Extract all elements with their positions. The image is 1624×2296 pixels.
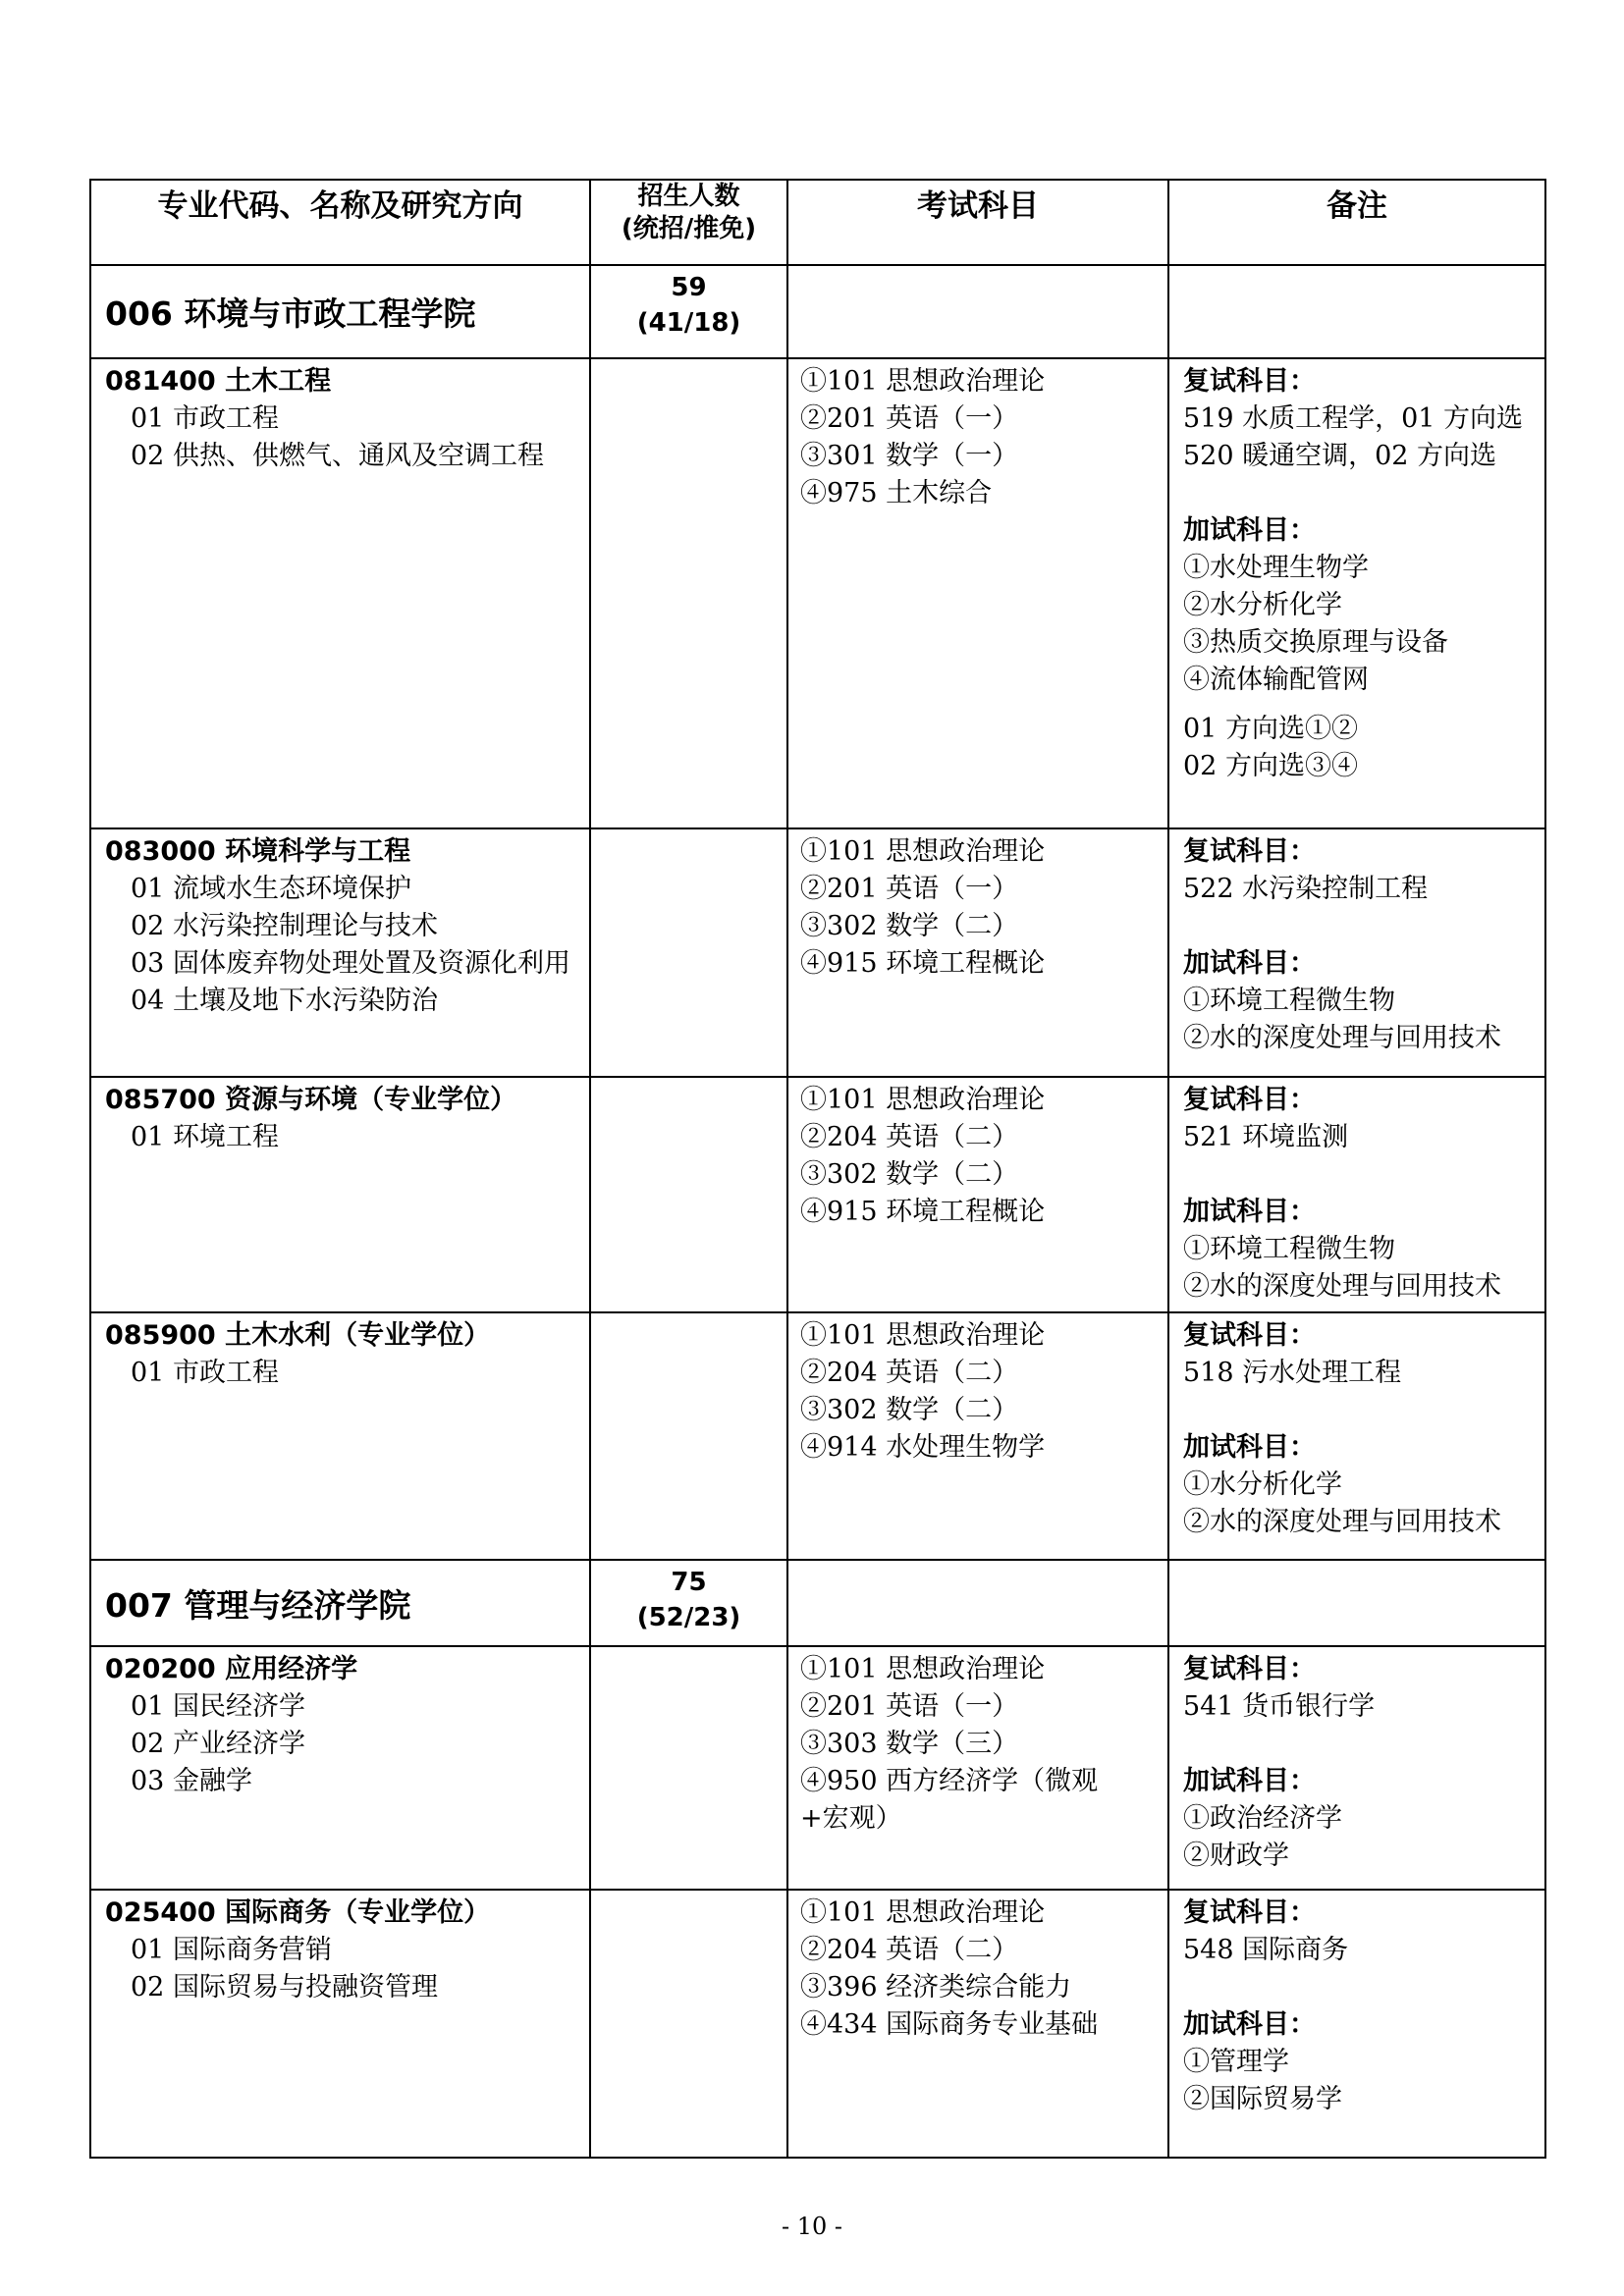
direction-item: 02 水污染控制理论与技术 (131, 911, 438, 941)
direction-item: 03 固体废弃物处理处置及资源化利用 (131, 948, 570, 979)
exam-item: ①101 思想政治理论 (800, 1320, 1046, 1351)
retest-label: 复试科目： (1183, 1320, 1316, 1351)
college-quota (590, 265, 787, 358)
major-title: 085700 资源与环境（专业学位） (105, 1085, 517, 1115)
spacer (1183, 908, 1544, 945)
direction-item: 03 金融学 (131, 1766, 252, 1796)
exam-cell (787, 1312, 1168, 1560)
exam-item: ②201 英语（一） (800, 874, 1019, 904)
exam-item: ②201 英语（一） (800, 1691, 1019, 1722)
extra-note: 02 方向选③④ (1183, 751, 1358, 781)
exam-item: ②204 英语（二） (800, 1122, 1019, 1152)
exam-item: ③301 数学（一） (800, 441, 1019, 471)
extra-label: 加试科目： (1183, 515, 1316, 546)
exam-item: ④914 水处理生物学 (800, 1432, 1046, 1463)
major-quota-empty (590, 1646, 787, 1890)
retest-item: 519 水质工程学，01 方向选 (1183, 403, 1524, 434)
header-exam: 考试科目 (787, 180, 1168, 265)
extra-label: 加试科目： (1183, 948, 1316, 979)
extra-item: ②财政学 (1183, 1841, 1289, 1871)
quota-split: (52/23) (636, 1603, 741, 1632)
header-notes: 备注 (1168, 180, 1545, 265)
major-row (90, 1646, 1545, 1890)
header-quota-line1: 招生人数 (637, 182, 740, 211)
direction-item: 01 环境工程 (131, 1122, 279, 1152)
retest-label: 复试科目： (1183, 1654, 1316, 1684)
extra-item: ①管理学 (1183, 2047, 1289, 2077)
exam-item: ④950 西方经济学（微观+宏观） (800, 1766, 1099, 1834)
extra-item: ①政治经济学 (1183, 1803, 1342, 1834)
extra-label: 加试科目： (1183, 2009, 1316, 2040)
major-row (90, 828, 1545, 1077)
direction-item: 02 国际贸易与投融资管理 (131, 1972, 438, 2002)
extra-item: ②水的深度处理与回用技术 (1183, 1507, 1501, 1537)
notes-cell (1168, 1312, 1545, 1560)
extra-label: 加试科目： (1183, 1766, 1316, 1796)
direction-item: 01 国民经济学 (131, 1691, 305, 1722)
notes-cell (1168, 358, 1545, 828)
admissions-table (89, 179, 1546, 2159)
exam-cell (787, 358, 1168, 828)
retest-label: 复试科目： (1183, 1085, 1316, 1115)
extra-item: ①水处理生物学 (1183, 553, 1369, 583)
major-quota-empty (590, 1077, 787, 1312)
major-row (90, 358, 1545, 828)
spacer (1183, 1726, 1544, 1763)
page-number: - 10 - (781, 2213, 842, 2240)
exam-item: ②204 英语（二） (800, 1358, 1019, 1388)
exam-item: ④915 环境工程概论 (800, 1197, 1046, 1227)
exam-item: ①101 思想政治理论 (800, 1654, 1046, 1684)
exam-item: ③302 数学（二） (800, 1159, 1019, 1190)
retest-item: 541 货币银行学 (1183, 1691, 1376, 1722)
college-quota (590, 1560, 787, 1646)
extra-item: ②水分析化学 (1183, 590, 1342, 620)
major-title: 085900 土木水利（专业学位） (105, 1320, 491, 1351)
direction-item: 04 土壤及地下水污染防治 (131, 986, 438, 1016)
exam-item: ③302 数学（二） (800, 1395, 1019, 1425)
spacer (1183, 475, 1544, 512)
direction-item: 01 市政工程 (131, 1358, 279, 1388)
college-name: 007 管理与经济学院 (90, 1560, 590, 1646)
major-cell (90, 1312, 590, 1560)
exam-item: ②204 英语（二） (800, 1935, 1019, 1965)
extra-item: ④流体输配管网 (1183, 665, 1369, 695)
major-cell (90, 828, 590, 1077)
major-row (90, 1077, 1545, 1312)
extra-item: ①环境工程微生物 (1183, 1234, 1395, 1264)
header-quota-line2: (统招/推免) (621, 214, 757, 243)
college-exam-empty (787, 265, 1168, 358)
exam-item: ④434 国际商务专业基础 (800, 2009, 1099, 2040)
major-title: 020200 应用经济学 (105, 1654, 358, 1684)
exam-cell (787, 1077, 1168, 1312)
exam-item: ②201 英语（一） (800, 403, 1019, 434)
major-quota-empty (590, 1890, 787, 2158)
extra-item: ①水分析化学 (1183, 1469, 1342, 1500)
notes-cell (1168, 828, 1545, 1077)
major-cell (90, 1890, 590, 2158)
direction-item: 01 国际商务营销 (131, 1935, 332, 1965)
exam-cell (787, 1890, 1168, 2158)
extra-note: 01 方向选①② (1183, 714, 1358, 744)
college-exam-empty (787, 1560, 1168, 1646)
retest-item: 520 暖通空调，02 方向选 (1183, 441, 1497, 471)
college-row (90, 1560, 1545, 1646)
extra-label: 加试科目： (1183, 1432, 1316, 1463)
exam-item: ③303 数学（三） (800, 1729, 1019, 1759)
college-row (90, 265, 1545, 358)
exam-item: ①101 思想政治理论 (800, 836, 1046, 867)
extra-label: 加试科目： (1183, 1197, 1316, 1227)
exam-item: ④915 环境工程概论 (800, 948, 1046, 979)
major-cell (90, 1646, 590, 1890)
major-cell (90, 358, 590, 828)
direction-item: 01 流域水生态环境保护 (131, 874, 411, 904)
direction-item: 01 市政工程 (131, 403, 279, 434)
major-title: 081400 土木工程 (105, 366, 332, 397)
major-quota-empty (590, 358, 787, 828)
quota-split: (41/18) (636, 308, 741, 338)
exam-item: ①101 思想政治理论 (800, 1085, 1046, 1115)
exam-item: ①101 思想政治理论 (800, 1897, 1046, 1928)
quota-total: 75 (671, 1568, 707, 1597)
quota-total: 59 (671, 273, 707, 302)
extra-item: ②水的深度处理与回用技术 (1183, 1271, 1501, 1302)
college-notes-empty (1168, 1560, 1545, 1646)
spacer (1183, 699, 1544, 711)
major-title: 025400 国际商务（专业学位） (105, 1897, 491, 1928)
spacer (1183, 1156, 1544, 1194)
retest-label: 复试科目： (1183, 836, 1316, 867)
spacer (1183, 1969, 1544, 2006)
exam-cell (787, 1646, 1168, 1890)
exam-item: ④975 土木综合 (800, 478, 993, 508)
retest-label: 复试科目： (1183, 366, 1316, 397)
extra-item: ②水的深度处理与回用技术 (1183, 1023, 1501, 1053)
exam-item: ③302 数学（二） (800, 911, 1019, 941)
header-quota (590, 180, 787, 265)
extra-item: ①环境工程微生物 (1183, 986, 1395, 1016)
major-cell (90, 1077, 590, 1312)
retest-label: 复试科目： (1183, 1897, 1316, 1928)
direction-item: 02 产业经济学 (131, 1729, 305, 1759)
major-row (90, 1890, 1545, 2158)
retest-item: 548 国际商务 (1183, 1935, 1349, 1965)
exam-item: ③396 经济类综合能力 (800, 1972, 1072, 2002)
extra-item: ③热质交换原理与设备 (1183, 627, 1448, 658)
extra-item: ②国际贸易学 (1183, 2084, 1342, 2114)
exam-cell (787, 828, 1168, 1077)
notes-cell (1168, 1646, 1545, 1890)
retest-item: 518 污水处理工程 (1183, 1358, 1402, 1388)
major-title: 083000 环境科学与工程 (105, 836, 411, 867)
major-quota-empty (590, 828, 787, 1077)
direction-item: 02 供热、供燃气、通风及空调工程 (131, 441, 544, 471)
exam-item: ①101 思想政治理论 (800, 366, 1046, 397)
major-row (90, 1312, 1545, 1560)
header-major: 专业代码、名称及研究方向 (90, 180, 590, 265)
college-name: 006 环境与市政工程学院 (90, 265, 590, 358)
retest-item: 522 水污染控制工程 (1183, 874, 1429, 904)
retest-item: 521 环境监测 (1183, 1122, 1349, 1152)
table-header-row (90, 180, 1545, 265)
major-quota-empty (590, 1312, 787, 1560)
notes-cell (1168, 1077, 1545, 1312)
college-notes-empty (1168, 265, 1545, 358)
notes-cell (1168, 1890, 1545, 2158)
spacer (1183, 1392, 1544, 1429)
